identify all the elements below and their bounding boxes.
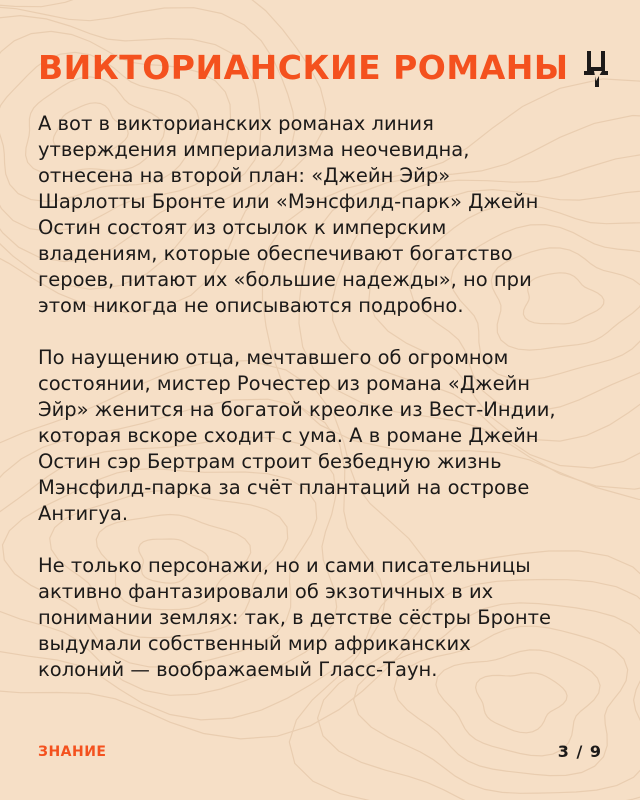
text-line: активно фантазировали об экзотичных в их xyxy=(38,580,494,603)
text-line: Не только персонажи, но и сами писательницы xyxy=(38,554,531,577)
text-line: Антигуа. xyxy=(38,502,129,525)
text-line: колоний — воображаемый Гласс-Таун. xyxy=(38,658,438,681)
text-line: этом никогда не описываются подробно. xyxy=(38,294,464,317)
text-line: Эйр» женится на богатой креолке из Вест-Индии, xyxy=(38,398,556,421)
text-line: утверждения империализма неочевидна, xyxy=(38,138,470,161)
text-line: А вот в викторианских романах линия xyxy=(38,112,434,135)
text-line: Шарлотты Бронте или «Мэнсфилд-парк» Джейн xyxy=(38,190,539,213)
text-line: Мэнсфилд-парка за счёт плантаций на острове xyxy=(38,476,530,499)
paragraph-2 xyxy=(38,345,618,527)
text-line: героев, питают их «большие надежды», но при xyxy=(38,268,532,291)
header xyxy=(38,40,608,96)
text-line: По наущению отца, мечтавшего об огромном xyxy=(38,346,509,369)
text-line: отнесена на второй план: «Джейн Эйр» xyxy=(38,164,451,187)
page-counter: 3 / 9 xyxy=(557,742,602,761)
znanie-mark-icon xyxy=(582,50,610,88)
paragraph-1 xyxy=(38,111,618,319)
text-line: понимании землях: так, в детстве сёстры Бронте xyxy=(38,606,551,629)
text-line: владениям, которые обеспечивают богатство xyxy=(38,242,513,265)
text-line: которая вскоре сходит с ума. А в романе Джейн xyxy=(38,424,539,447)
paragraph-3 xyxy=(38,553,618,683)
brand-logo-text: ЗНАНИЕ xyxy=(38,744,107,760)
text-line: Остин состоят из отсылок к имперским xyxy=(38,216,447,239)
text-line: выдумали собственный мир африканских xyxy=(38,632,471,655)
text-line: Остин сэр Бертрам строит безбедную жизнь xyxy=(38,450,502,473)
page-title: ВИКТОРИАНСКИЕ РОМАНЫ xyxy=(38,48,569,87)
text-line: состоянии, мистер Рочестер из романа «Джейн xyxy=(38,372,531,395)
article-body xyxy=(38,111,618,683)
